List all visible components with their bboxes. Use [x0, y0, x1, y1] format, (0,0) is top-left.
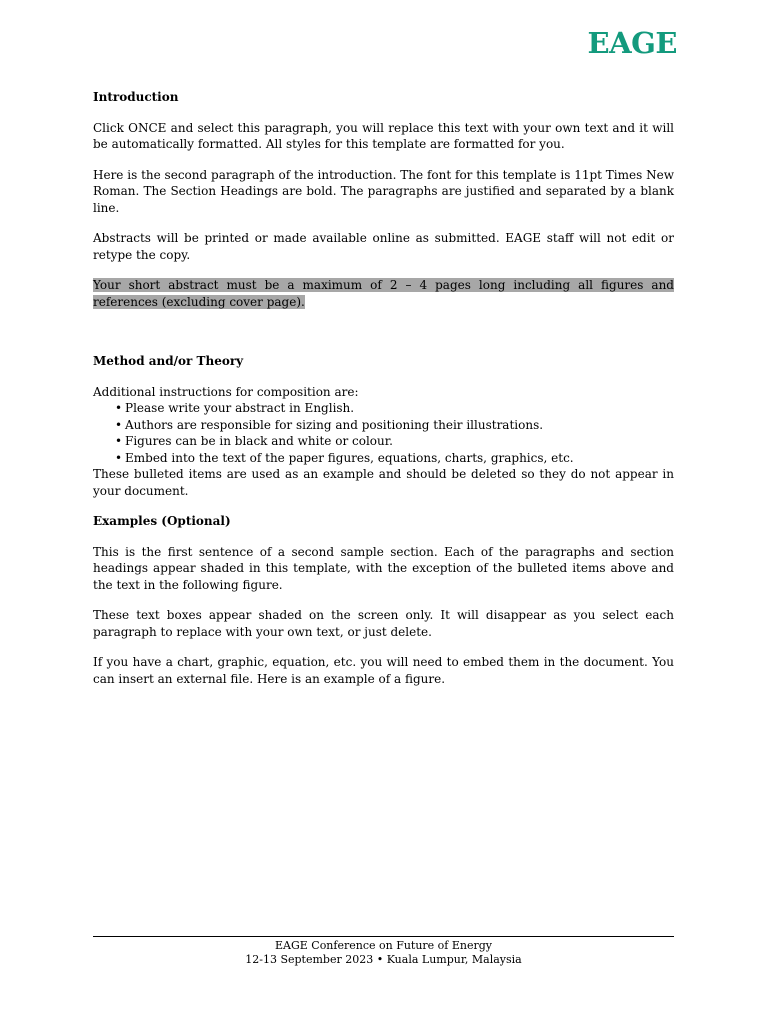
- bullet-text: Authors are responsible for sizing and positioning their illustrations.: [125, 417, 544, 432]
- section-heading-examples: Examples (Optional): [93, 514, 231, 528]
- method-intro[interactable]: Additional instructions for composition are:: [93, 384, 359, 399]
- bullet-icon: •: [115, 417, 123, 432]
- examples-paragraph-1[interactable]: This is the first sentence of a second sample section. Each of the paragraphs and section headings appear shaded in this template, with the exception of the bulleted items above and the text in the following figure.: [93, 544, 674, 592]
- document-body: [93, 89, 674, 687]
- method-after-bullets[interactable]: These bulleted items are used as an example and should be deleted so they do not appear in your document.: [93, 467, 674, 498]
- examples-paragraph-2[interactable]: These text boxes appear shaded on the screen only. It will disappear as you select each paragraph to replace with your own text, or just delete.: [93, 608, 674, 639]
- bullet-item[interactable]: [115, 400, 674, 417]
- intro-paragraph-3[interactable]: Abstracts will be printed or made available online as submitted. EAGE staff will not edit or retype the copy.: [93, 231, 674, 262]
- bullet-text: Please write your abstract in English.: [125, 401, 355, 415]
- bullet-text: Figures can be in black and white or colour.: [125, 434, 393, 448]
- section-heading-method: Method and/or Theory: [93, 354, 244, 368]
- intro-paragraph-1[interactable]: Click ONCE and select this paragraph, you will replace this text with your own text and it will be automatically formatted. All styles for this template are formatted for you.: [93, 120, 674, 151]
- footer-date-location: 12-13 September 2023 • Kuala Lumpur, Malaysia: [245, 953, 522, 966]
- bullet-icon: •: [115, 450, 123, 465]
- bullet-item[interactable]: [115, 417, 674, 434]
- eage-logo: EAGE: [587, 26, 677, 60]
- bullet-icon: •: [115, 401, 123, 415]
- bullet-icon: •: [115, 434, 123, 448]
- bullet-item[interactable]: [115, 433, 674, 450]
- intro-paragraph-2[interactable]: Here is the second paragraph of the introduction. The font for this template is 11pt Times New Roman. The Section Headings are bold. The paragraphs are justified and separated by a blank line.: [93, 167, 674, 215]
- footer-conference-name: EAGE Conference on Future of Energy: [274, 939, 493, 952]
- highlighted-paragraph[interactable]: [93, 277, 674, 310]
- highlighted-text: Your short abstract must be a maximum of 2 – 4 pages long including all figures and references (excluding cover page).: [93, 278, 674, 309]
- page-footer: [93, 936, 674, 967]
- section-heading-introduction: Introduction: [93, 90, 179, 104]
- bullet-text: Embed into the text of the paper figures, equations, charts, graphics, etc.: [125, 450, 574, 465]
- bullet-item[interactable]: [115, 450, 674, 467]
- bullet-list: [93, 400, 674, 466]
- examples-paragraph-3[interactable]: If you have a chart, graphic, equation, etc. you will need to embed them in the document. You can insert an external file. Here is an example of a figure.: [93, 655, 674, 686]
